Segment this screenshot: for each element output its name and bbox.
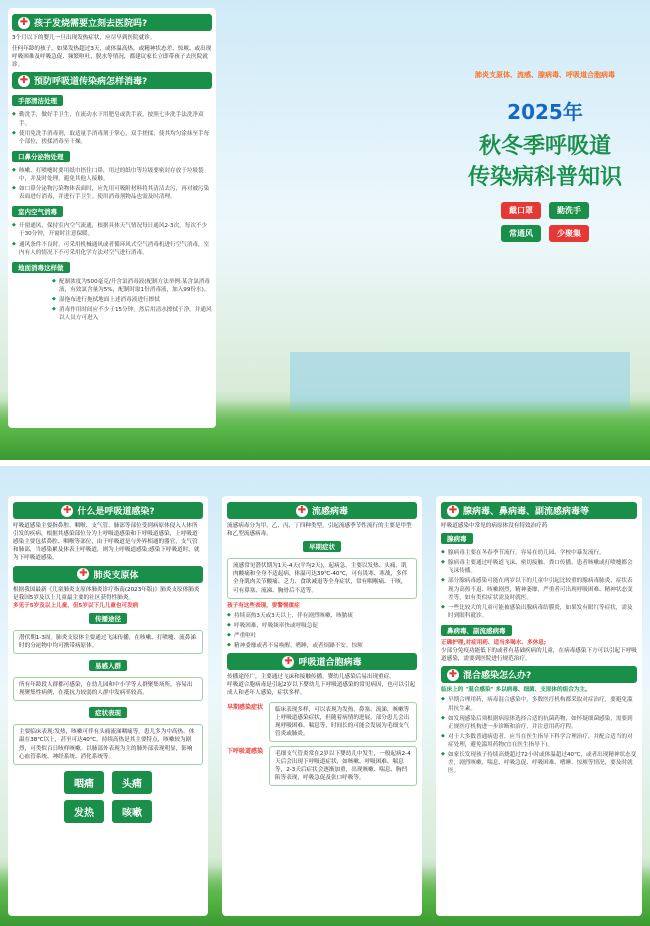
mycoplasma-paragraph: 根据我国最新《儿童肺炎支原体肺炎诊疗指南(2023年版)》肺炎支原体肺炎是我国5岁及以上儿童最主要的社区获得性肺炎。 [13, 586, 200, 601]
list-item: ◆ 呼吸困难，呼吸频率快或呼吸急促 [227, 622, 417, 630]
subheading-susceptible: 易感人群 [89, 660, 127, 671]
list-item: ◆ 消毒作用时间应不少于15分钟，然后用清水擦拭干净，并通风以人员方可进入 [52, 306, 212, 322]
cover-tags [445, 199, 645, 245]
mixed-intro: 临床上的 "混合感染" 多以病毒、细菌、支原体的组合为主。 [441, 687, 591, 694]
medical-cross-icon: ✚ [63, 504, 72, 516]
rsv-row-key: 早期感染症状 [227, 703, 264, 711]
susceptible-card: 所有年龄段人群都可感染，在幼儿园和中小学等人群聚集场所，容易出现聚集性病例，在抵抗力较弱的人群中发病率较高。 [13, 677, 203, 701]
back-sheet [0, 466, 650, 926]
mixed-list [441, 696, 637, 775]
nasal-list [12, 167, 212, 201]
list-item: ◆ 早期合理用药，病毒混合感染中，多数医疗机构都采取对症治疗，要避免滥用抗生素。 [441, 696, 637, 712]
section-title-fever: ✚ 孩子发烧需要立刻去医院吗? [12, 14, 212, 31]
subheading-symptoms: 症状表现 [89, 707, 127, 718]
flu-warning: 孩子有这些表现，要警惕重症 [227, 602, 300, 609]
list-item: ◆ 对于大多数普通病患者，应当在医生指导下科学合理治疗，并配合适当的对症处理，避免滥用药物(宜在医生指导下)。 [441, 733, 637, 749]
list-item: ◆ 持续高热3天或3天以上，伴有剧烈咳嗽、咳脓痰 [227, 612, 417, 620]
section-title-disinfect: ✚ 预防呼吸道传染病怎样消毒? [12, 72, 212, 89]
list-item: ◆ 一些比较大的儿童可能被感染出腺病毒结膜炎，如果发有眼红等症状，需及时到眼科就诊。 [441, 604, 637, 620]
subheading-early-symptoms: 早期症状 [303, 541, 341, 552]
rsv-paragraph-1: 传播途径广，主要通过飞沫和接触传播，婴幼儿感染后易出现重症。 [227, 674, 395, 681]
front-sheet [0, 0, 650, 460]
list-item: ◆ 精神委靡或者不易唤醒、嗜睡，或者烦躁不安、惊厥 [227, 642, 417, 650]
list-item: ◆ 腺病毒主要在冬春季节流行，容易在幼儿园、学校中暴发流行。 [441, 549, 637, 557]
subheading-floor: 地面消毒这样做 [12, 262, 70, 273]
list-item: ◆ 部分腺病毒感染可能在两岁以下的儿童中引起比较重的腺病毒肺炎，症状表现为高热不退、咳嗽剧烈，精神萎靡，严重者可出现呼吸困难、精神状态变差等，如有类似症状需及时就医。 [441, 577, 637, 601]
medical-cross-icon: ✚ [297, 504, 307, 516]
list-item: ◆ 湿拖布进行拖拭地面上述消毒液进行擦拭 [52, 296, 212, 304]
left-panel [8, 8, 216, 428]
tag-avoid-crowds: 少聚集 [549, 225, 589, 242]
tag-ventilate: 常通风 [501, 225, 541, 242]
air-list [12, 222, 212, 256]
subheading-hand: 手部清洁处理 [12, 95, 63, 106]
section-title-adenovirus: ✚ 腺病毒、鼻病毒、副流感病毒等 [441, 502, 637, 519]
medical-cross-icon: ✚ [19, 74, 29, 86]
tag-mask: 戴口罩 [501, 202, 541, 219]
rsv-row-value: 临床表现多样，可以表现为发热，鼻塞、流涕，咳嗽等上呼吸道感染症状，但随着病情的进展，部分患儿会出现呼吸困难、喘息等，时间长的可能会发展为毛细支气管炎或肺炎。 [269, 702, 417, 742]
rsv-paragraph-2: 呼吸道合胞病毒是引起2岁以下婴幼儿下呼吸道感染的常见病因，也可以引起成人和老年人感染，症状多样。 [227, 682, 416, 697]
list-item: ◆ 使用免洗手消毒剂，取适量手消毒剂于掌心，双手搓揉，使其均匀涂抹至手每个部位，搓揉消毒至干燥。 [12, 130, 212, 146]
symptom-tag: 咳嗽 [112, 800, 152, 823]
infection-paragraph: 呼吸道感染主要指鼻腔、咽喉、支气管、肺部等部位受到病原体侵入人体所引发的疾病，根据其感染部位分为上呼吸道感染和下呼吸道感染，上呼吸道感染主要包括鼻腔、咽喉等部位，由于呼吸道是与外界相通的器官，支气管和肺部，当感染累及体表上呼吸道，则为上呼吸道感染;感染下呼吸道时，就为下呼吸道感染。 [13, 523, 200, 562]
cover-title-line2: 传染病科普知识 [467, 165, 622, 190]
transmission-card: 潜伏期1-3周。肺炎支原体主要通过飞沫传播，在咳嗽、打喷嚏、流鼻涕时的分泌物中均可携带病原体。 [13, 630, 203, 654]
list-item: ◆ 如口鼻分泌物污染物体表面时，应先用可吸附材料将其清洁去污，再对被污染表面进行消毒，并进行手卫生。使用消毒剂物品也需及时清理。 [12, 185, 212, 201]
list-item: ◆ 配制浓度为500毫克/升含氯消毒液(配制方法举例:某含氯消毒液，有效氯含量为5%，配制时取1份消毒液，加入99份水)。 [52, 278, 212, 294]
list-item: ◆ 咳嗽、打喷嚏时要用纸巾捂住口鼻，用过的纸巾等垃圾要密封存放于垃圾袋中，并及时处理，避免其他人接触。 [12, 167, 212, 183]
hand-list [12, 111, 212, 145]
list-item: ◆ 开窗通风，保持室内空气流通，根据具体天气情况每日通风2-3次，每次不少于30分钟，开窗时注意保暖。 [12, 222, 212, 238]
care-advice: 正确护理,对症用药、适当多喝水、多休息; [441, 639, 547, 646]
rsv-row-key: 下呼吸道感染 [227, 747, 264, 755]
section-title-flu: ✚ 流感病毒 [227, 502, 417, 519]
section-title-mixed: ✚ 混合感染怎么办? [441, 666, 637, 683]
symptom-tag: 咽痛 [64, 771, 104, 794]
flu-paragraph: 流感病毒分为甲、乙、丙、丁四种类型，引起流感季节性流行的主要是甲型和乙型流感病毒。 [227, 523, 412, 538]
flu-symptoms-card: 流感常见潜伏期为1天-4天(平均2天)，起病急，主要以发热、头痛、肌肉酸痛和全身不适起病，体温可达39℃-40℃，可有畏寒、寒战，多伴全身肌肉关节酸痛、乏力、食欲减退等全身症状，常有咽喉痛、干咳，可有鼻塞、流涕、胸骨后不适等。 [227, 558, 417, 598]
cover-panel [445, 70, 645, 270]
section-title-rsv: ✚ 呼吸道合胞病毒 [227, 653, 417, 670]
rhinovirus-paragraph: 少部分免疫功能低下的或者有基础疾病的儿童，在病毒感染下方可以引起下呼吸道感染，需要到医院进行规范治疗。 [441, 648, 637, 663]
subheading-air: 室内空气消毒 [12, 206, 63, 217]
medical-cross-icon: ✚ [448, 668, 458, 680]
fever-paragraph-2: 任何年龄的孩子，如果发热超过3天，或体温高热，或精神状态差、惊厥、或出现呼吸困难及呼吸急促、频繁呕吐、脱水等情况，都建议家长立即带孩子去医院就诊。 [12, 46, 212, 69]
list-item: ◆ 如发现感染后须根据病原体选择合适的抗菌药物，如怀疑细菌感染，需要到正规医疗机构进一步诊断和治疗，并注意用药疗程。 [441, 715, 637, 731]
cover-title-line1: 秋冬季呼吸道 [478, 134, 611, 159]
rsv-row [227, 746, 417, 786]
subheading-rhinovirus: 鼻病毒、副流感病毒 [441, 625, 512, 636]
cover-year: 2025年 [507, 100, 583, 124]
rsv-row-value: 毛细支气管炎常在2岁以下婴幼儿中发生，一般起病2-4天后会出现下呼吸道症状，如咳嗽、呼吸困难、喘息等，2-3天后症状会逐渐加重，出现咳嗽、喘息、胸凹陷等表现，呼吸急促及张口呼吸等。 [269, 746, 417, 786]
floor-list [52, 278, 212, 323]
medical-cross-icon: ✚ [448, 504, 458, 516]
column-2 [222, 496, 422, 916]
symptom-tags [13, 768, 203, 826]
symptom-tag: 发热 [64, 800, 104, 823]
adenovirus-list [441, 549, 637, 620]
column-3 [436, 496, 642, 916]
list-item: ◆ 严重呕吐 [227, 632, 417, 640]
symptoms-card: 主要临床表现:发热，咳嗽可伴有头痛流涕咽痛等。患儿多为中高热，体温在38℃以上，甚至可达40℃，持续高热是其主要特点，咳嗽较为剧烈，可类似百日咳样咳嗽。以肺部外表现为主的肺外部表现明显，影响心血管系统、神经系统、消化系统等。 [13, 724, 203, 764]
list-item: ◆ 勤洗手，做好手卫生，在流动水下用肥皂或洗手液，按照七步洗手法洗净双手。 [12, 111, 212, 127]
list-item: ◆ 腺病毒主要通过呼吸道飞沫、密切接触、粪口传播，患者咳嗽或打喷嚏都会飞沫传播。 [441, 559, 637, 575]
cover-subtitle: 肺炎支原体、流感、腺病毒、呼吸道合胞病毒 [475, 71, 615, 79]
medical-cross-icon: ✚ [79, 568, 88, 580]
medical-cross-icon: ✚ [19, 16, 29, 28]
symptom-tag: 头痛 [112, 771, 152, 794]
list-item: ◆ 通风条件不良时，可采用机械通风或者循环风式空气消毒机进行空气消毒，室内有人的情况下不可采用化学方法对空气进行消毒。 [12, 241, 212, 257]
section-title-mycoplasma: ✚ 肺炎支原体 [13, 566, 203, 583]
tag-washhands: 勤洗手 [549, 202, 589, 219]
fever-paragraph-1: 3个月以下的婴儿一旦出现发热症状，应尽早到医院就诊。 [12, 35, 156, 41]
flu-severe-list [227, 612, 417, 650]
section-title-infection: ✚ 什么是呼吸道感染? [13, 502, 203, 519]
column-1 [8, 496, 208, 916]
medical-cross-icon: ✚ [284, 655, 293, 667]
list-item: ◆ 如家长发现孩子持续高烧超过72小时或体温超过40℃，或者出现精神状态变差，剧烈咳嗽、喘息、呼吸急促、呼吸困难、嗜睡、惊厥等情况，要及时就医。 [441, 751, 637, 775]
rsv-row [227, 702, 417, 742]
mycoplasma-warning: 多见于5岁及以上儿童，但5岁以下儿儿童也可发病 [13, 602, 139, 609]
subheading-adenovirus: 腺病毒 [441, 533, 473, 544]
adenovirus-intro: 呼吸道感染中常见的病原体没有特效治疗药 [441, 523, 548, 529]
subheading-nasal: 口鼻分泌物处理 [12, 151, 70, 162]
subheading-transmission: 传播途径 [89, 613, 127, 624]
